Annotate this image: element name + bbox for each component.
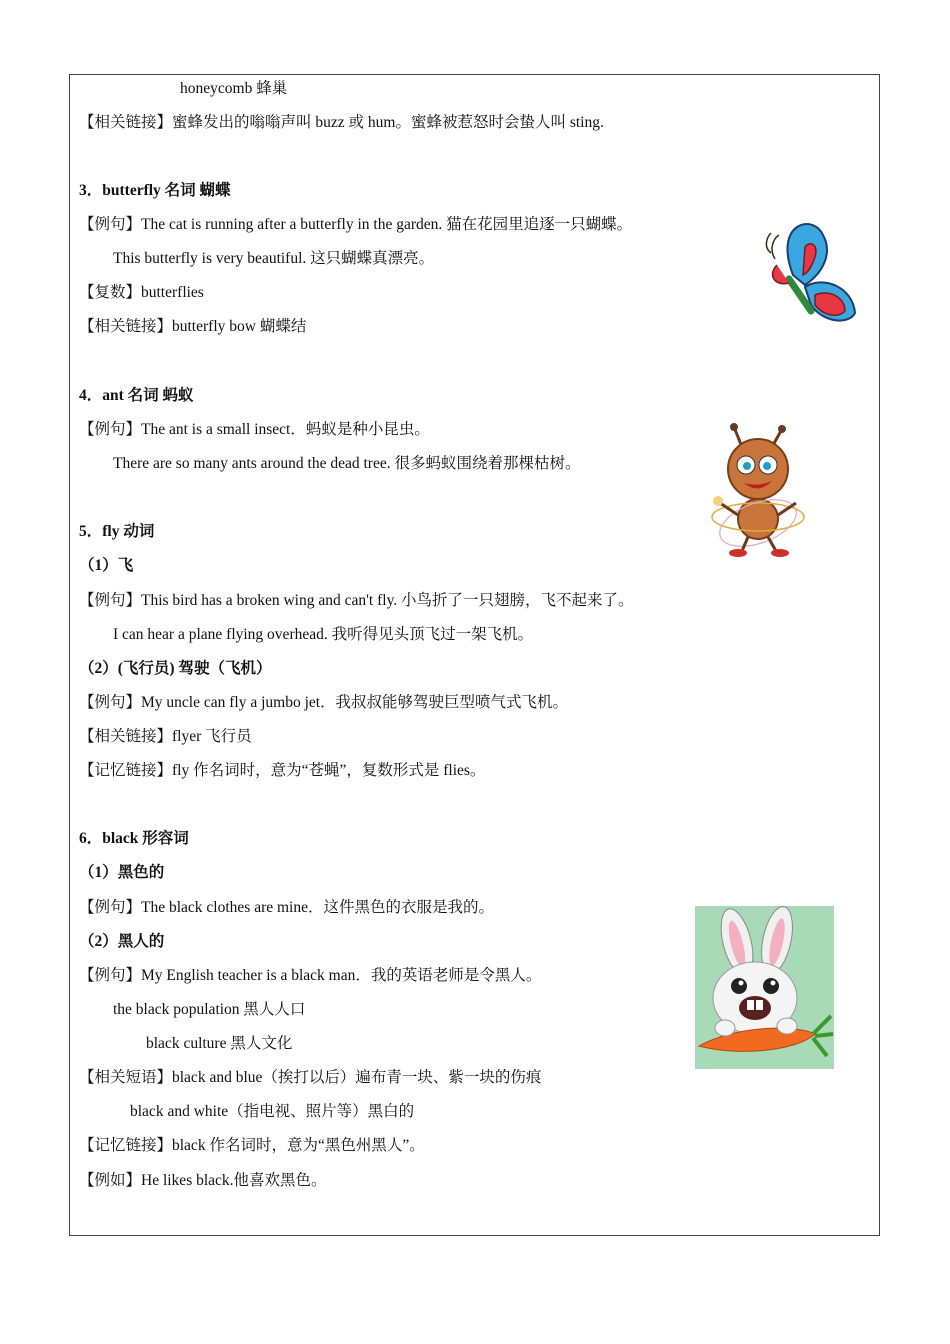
text-line: black culture 黑人文化 xyxy=(146,1035,293,1052)
text-line: 【相关短语】black and blue（挨打以后）遍布青一块、紫一块的伤痕 xyxy=(79,1069,542,1086)
text-line: 【记忆链接】fly 作名词时，意为“苍蝇”，复数形式是 flies。 xyxy=(79,762,486,779)
text-line: 6．black 形容词 xyxy=(79,830,189,847)
text-line: 【复数】butterflies xyxy=(79,284,204,301)
content-frame xyxy=(69,74,880,1236)
text-line: 【例句】The ant is a small insect．蚂蚁是种小昆虫。 xyxy=(79,421,430,438)
text-line: 【相关链接】flyer 飞行员 xyxy=(79,728,252,745)
text-line: black and white（指电视、照片等）黑白的 xyxy=(130,1103,415,1120)
text-line: （1）黑色的 xyxy=(79,864,165,881)
text-line: I can hear a plane flying overhead. 我听得见头顶飞过一架飞机。 xyxy=(113,626,534,643)
text-line: There are so many ants around the dead tree. 很多蚂蚁围绕着那棵枯树。 xyxy=(113,455,581,472)
text-line: 【例句】The black clothes are mine．这件黑色的衣服是我的。 xyxy=(79,899,494,916)
text-line: 【例句】This bird has a broken wing and can't fly. 小鸟折了一只翅膀，飞不起来了。 xyxy=(79,592,634,609)
text-line: the black population 黑人人口 xyxy=(113,1001,306,1018)
text-line: （1）飞 xyxy=(79,557,134,574)
text-line: 【例句】My English teacher is a black man．我的英语老师是令黑人。 xyxy=(79,967,542,984)
text-line: 4．ant 名词 蚂蚁 xyxy=(79,387,194,404)
text-line: 3．butterfly 名词 蝴蝶 xyxy=(79,182,231,199)
ant-cartoon-icon xyxy=(706,423,810,559)
butterfly-icon xyxy=(753,213,859,327)
text-line: 【相关链接】butterfly bow 蝴蝶结 xyxy=(79,318,307,335)
rabbit-carrot-icon xyxy=(695,906,834,1069)
text-line: 【记忆链接】black 作名词时，意为“黑色州黑人”。 xyxy=(79,1137,425,1154)
text-line: （2）黑人的 xyxy=(79,933,165,950)
text-line: 【例如】He likes black.他喜欢黑色。 xyxy=(79,1172,327,1189)
text-line: 【例句】My uncle can fly a jumbo jet．我叔叔能够驾驶巨型喷气式飞机。 xyxy=(79,694,569,711)
text-line: honeycomb 蜂巢 xyxy=(180,80,288,97)
text-line: 5．fly 动词 xyxy=(79,523,155,540)
text-line: 【例句】The cat is running after a butterfly in the garden. 猫在花园里追逐一只蝴蝶。 xyxy=(79,216,633,233)
text-line: This butterfly is very beautiful. 这只蝴蝶真漂亮。 xyxy=(113,250,435,267)
text-line: （2）(飞行员) 驾驶（飞机） xyxy=(79,660,272,677)
text-line: 【相关链接】蜜蜂发出的嗡嗡声叫 buzz 或 hum。蜜蜂被惹怒时会蛰人叫 sting. xyxy=(79,114,604,131)
